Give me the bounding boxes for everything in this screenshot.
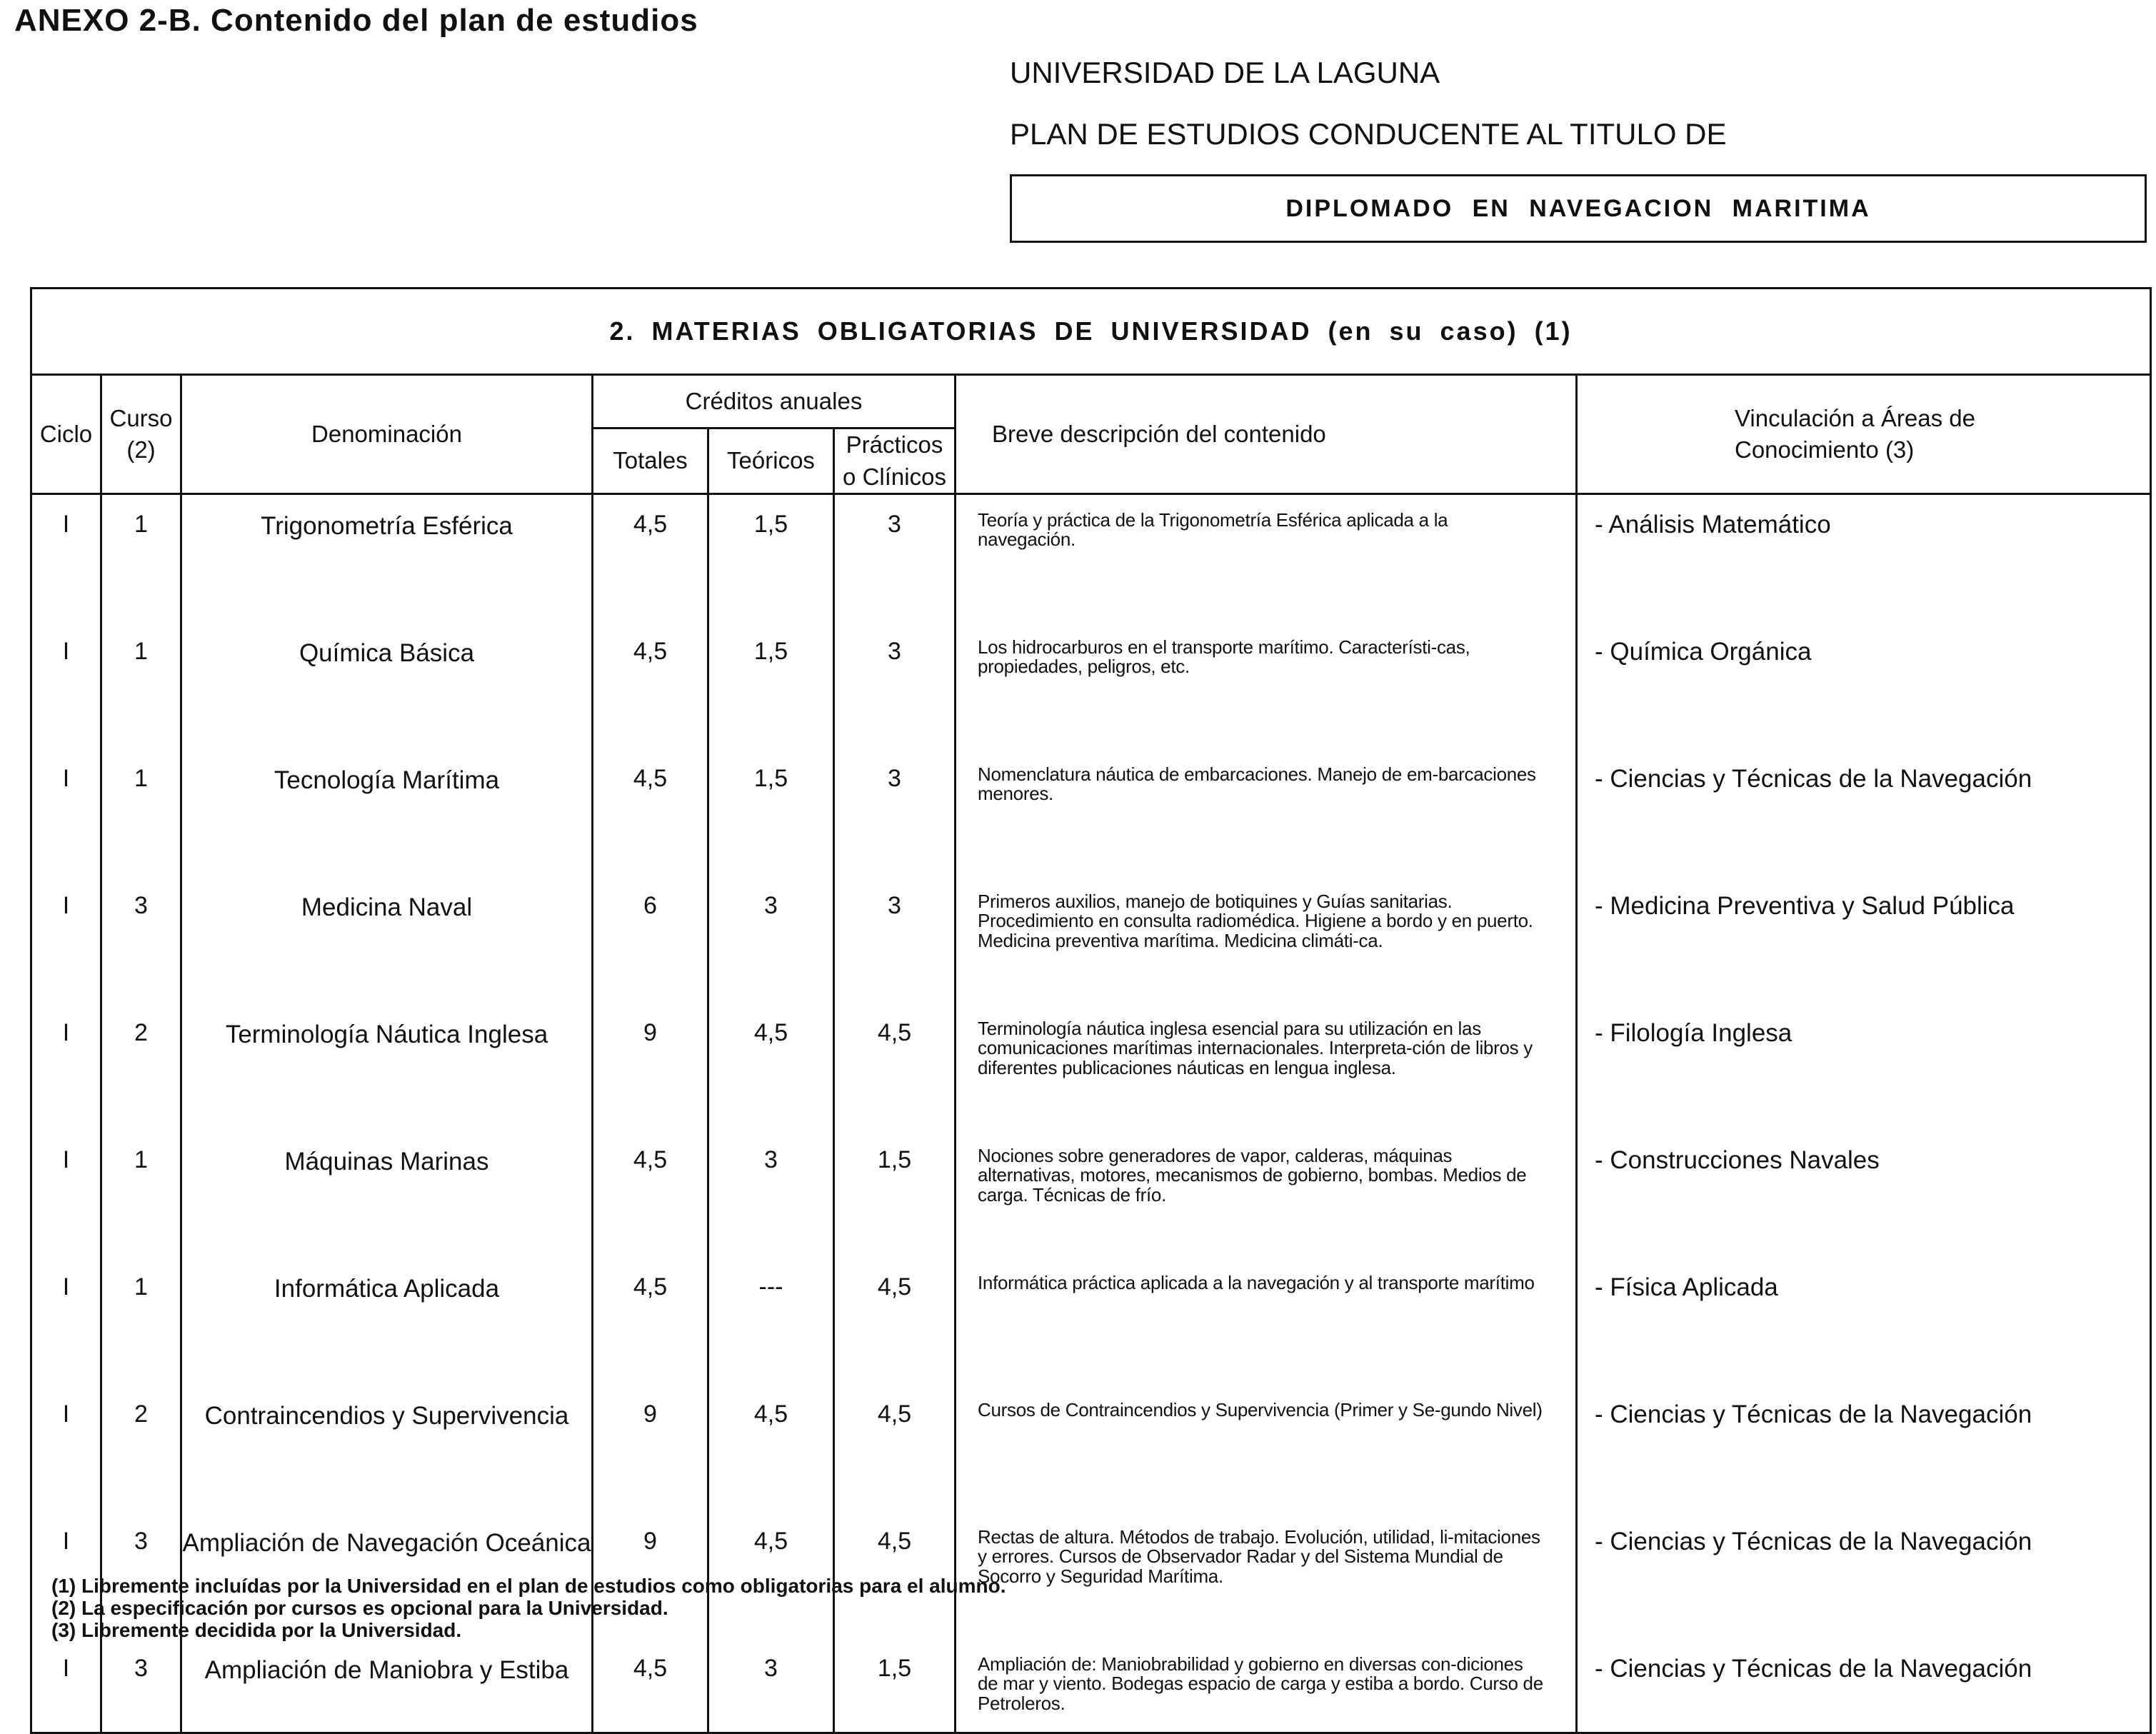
- cell-practicos: 1,5: [834, 1131, 956, 1258]
- cell-teoricos: 4,5: [708, 1385, 834, 1512]
- cell-practicos: 1,5: [834, 1639, 956, 1733]
- cell-area: - Construcciones Navales: [1577, 1131, 2151, 1258]
- cell-teoricos: 3: [708, 876, 834, 1003]
- cell-area: - Medicina Preventiva y Salud Pública: [1577, 876, 2151, 1003]
- cell-denominacion: Informática Aplicada: [181, 1258, 593, 1385]
- header-denominacion: Denominación: [181, 375, 593, 494]
- table-row: [31, 876, 2151, 1003]
- header-vinculacion-line1: Vinculación a Áreas de: [1735, 404, 1975, 431]
- table-row: [31, 494, 2151, 623]
- cell-descripcion: Primeros auxilios, manejo de botiquines y Guías sanitarias. Procedimiento en consulta radiomédica. Higiene a bordo y en puerto. Medicina preventiva marítima. Medicina climáti-ca.: [956, 876, 1577, 1003]
- cell-denominacion: Tecnología Marítima: [181, 749, 593, 876]
- cell-totales: 4,5: [593, 1639, 708, 1733]
- cell-teoricos: 1,5: [708, 494, 834, 623]
- cell-teoricos: ---: [708, 1258, 834, 1385]
- cell-descripcion: Cursos de Contraincendios y Supervivencia (Primer y Se-gundo Nivel): [956, 1385, 1577, 1512]
- cell-ciclo: I: [31, 1003, 101, 1131]
- plan-line: PLAN DE ESTUDIOS CONDUCENTE AL TITULO DE: [1010, 117, 1727, 151]
- header-creditos: Créditos anuales: [593, 375, 956, 429]
- cell-totales: 4,5: [593, 622, 708, 749]
- degree-box: [1010, 174, 2147, 243]
- table-row: [31, 1385, 2151, 1512]
- cell-teoricos: 3: [708, 1131, 834, 1258]
- cell-curso: 1: [101, 622, 181, 749]
- cell-practicos: 4,5: [834, 1385, 956, 1512]
- cell-ciclo: I: [31, 494, 101, 623]
- cell-area: - Ciencias y Técnicas de la Navegación: [1577, 1385, 2151, 1512]
- table-row: [31, 1639, 2151, 1733]
- cell-curso: 3: [101, 1512, 181, 1639]
- cell-totales: 9: [593, 1385, 708, 1512]
- cell-practicos: 4,5: [834, 1258, 956, 1385]
- cell-teoricos: 4,5: [708, 1003, 834, 1131]
- header-practicos-line1: Prácticos: [846, 431, 943, 458]
- table-row: [31, 1003, 2151, 1131]
- cell-descripcion: Terminología náutica inglesa esencial para su utilización en las comunicaciones marítimas internacionales. Interpreta-ción de libros y diferentes publicaciones náuticas en lengua inglesa.: [956, 1003, 1577, 1131]
- cell-ciclo: I: [31, 1385, 101, 1512]
- cell-ciclo: I: [31, 622, 101, 749]
- cell-denominacion: Ampliación de Navegación Oceánica: [181, 1512, 593, 1639]
- cell-practicos: 3: [834, 622, 956, 749]
- cell-denominacion: Contraincendios y Supervivencia: [181, 1385, 593, 1512]
- header-curso-note: (2): [126, 436, 156, 463]
- cell-practicos: 3: [834, 494, 956, 623]
- cell-denominacion: Trigonometría Esférica: [181, 494, 593, 623]
- cell-area: - Análisis Matemático: [1577, 494, 2151, 623]
- cell-totales: 4,5: [593, 749, 708, 876]
- cell-curso: 3: [101, 876, 181, 1003]
- footnotes: [51, 1575, 1006, 1641]
- cell-descripcion: Informática práctica aplicada a la navegación y al transporte marítimo: [956, 1258, 1577, 1385]
- cell-totales: 9: [593, 1512, 708, 1639]
- header-descripcion: Breve descripción del contenido: [956, 375, 1577, 494]
- footnote-3: (3) Libremente decidida por la Universidad.: [51, 1619, 462, 1641]
- cell-denominacion: Química Básica: [181, 622, 593, 749]
- header-practicos-line2: o Clínicos: [843, 463, 946, 490]
- header-vinculacion-line2: Conocimiento (3): [1735, 436, 1915, 463]
- cell-area: - Ciencias y Técnicas de la Navegación: [1577, 1512, 2151, 1639]
- cell-curso: 1: [101, 494, 181, 623]
- table-row: [31, 1258, 2151, 1385]
- header-curso-label: Curso: [109, 404, 173, 431]
- cell-area: - Filología Inglesa: [1577, 1003, 2151, 1131]
- cell-denominacion: Ampliación de Maniobra y Estiba: [181, 1639, 593, 1733]
- footnote-1: (1) Libremente incluídas por la Universidad en el plan de estudios como obligatorias para el alumno.: [51, 1575, 1006, 1597]
- cell-descripcion: Los hidrocarburos en el transporte marítimo. Característi-cas, propiedades, peligros, etc.: [956, 622, 1577, 749]
- cell-descripcion: Ampliación de: Maniobrabilidad y gobierno en diversas con-diciones de mar y viento. Bodegas espacio de carga y estiba a bordo. Curso de Petroleros.: [956, 1639, 1577, 1733]
- header-teoricos: Teóricos: [708, 429, 834, 494]
- cell-curso: 3: [101, 1639, 181, 1733]
- header-ciclo: Ciclo: [31, 375, 101, 494]
- cell-practicos: 4,5: [834, 1512, 956, 1639]
- cell-ciclo: I: [31, 1639, 101, 1733]
- cell-denominacion: Máquinas Marinas: [181, 1131, 593, 1258]
- cell-descripcion: Nociones sobre generadores de vapor, calderas, máquinas alternativas, motores, mecanismos de gobierno, bombas. Medios de carga. Técnicas de frío.: [956, 1131, 1577, 1258]
- cell-ciclo: I: [31, 1512, 101, 1639]
- table-row: [31, 749, 2151, 876]
- cell-descripcion: Rectas de altura. Métodos de trabajo. Evolución, utilidad, li-mitaciones y errores. Cursos de Observador Radar y del Sistema Mundial de Socorro y Seguridad Marítima.: [956, 1512, 1577, 1639]
- cell-area: - Física Aplicada: [1577, 1258, 2151, 1385]
- cell-curso: 1: [101, 1258, 181, 1385]
- cell-ciclo: I: [31, 1258, 101, 1385]
- cell-teoricos: 1,5: [708, 749, 834, 876]
- cell-teoricos: 4,5: [708, 1512, 834, 1639]
- cell-totales: 9: [593, 1003, 708, 1131]
- cell-teoricos: 1,5: [708, 622, 834, 749]
- cell-denominacion: Terminología Náutica Inglesa: [181, 1003, 593, 1131]
- cell-ciclo: I: [31, 876, 101, 1003]
- cell-area: - Ciencias y Técnicas de la Navegación: [1577, 1639, 2151, 1733]
- table-row: [31, 1131, 2151, 1258]
- cell-curso: 2: [101, 1385, 181, 1512]
- cell-practicos: 3: [834, 749, 956, 876]
- cell-practicos: 3: [834, 876, 956, 1003]
- header-curso: [101, 375, 181, 494]
- footnote-2: (2) La especificación por cursos es opcional para la Universidad.: [51, 1597, 668, 1619]
- cell-ciclo: I: [31, 749, 101, 876]
- cell-denominacion: Medicina Naval: [181, 876, 593, 1003]
- cell-area: - Ciencias y Técnicas de la Navegación: [1577, 749, 2151, 876]
- cell-curso: 1: [101, 749, 181, 876]
- header-practicos: [834, 429, 956, 494]
- cell-descripcion: Nomenclatura náutica de embarcaciones. Manejo de em-barcaciones menores.: [956, 749, 1577, 876]
- cell-curso: 1: [101, 1131, 181, 1258]
- section-title: 2. MATERIAS OBLIGATORIAS DE UNIVERSIDAD (en su caso) (1): [31, 289, 2151, 375]
- cell-area: - Química Orgánica: [1577, 622, 2151, 749]
- cell-practicos: 4,5: [834, 1003, 956, 1131]
- cell-totales: 4,5: [593, 494, 708, 623]
- header-totales: Totales: [593, 429, 708, 494]
- cell-curso: 2: [101, 1003, 181, 1131]
- cell-descripcion: Teoría y práctica de la Trigonometría Esférica aplicada a la navegación.: [956, 494, 1577, 623]
- degree-title: DIPLOMADO EN NAVEGACION MARITIMA: [1285, 194, 1871, 222]
- cell-totales: 6: [593, 876, 708, 1003]
- table-row: [31, 622, 2151, 749]
- cell-totales: 4,5: [593, 1131, 708, 1258]
- cell-teoricos: 3: [708, 1639, 834, 1733]
- subjects-table: [30, 287, 2152, 1734]
- header-vinculacion: [1577, 375, 2151, 494]
- cell-ciclo: I: [31, 1131, 101, 1258]
- university-name: UNIVERSIDAD DE LA LAGUNA: [1010, 56, 1440, 89]
- annex-title: ANEXO 2-B. Contenido del plan de estudios: [14, 3, 698, 38]
- cell-totales: 4,5: [593, 1258, 708, 1385]
